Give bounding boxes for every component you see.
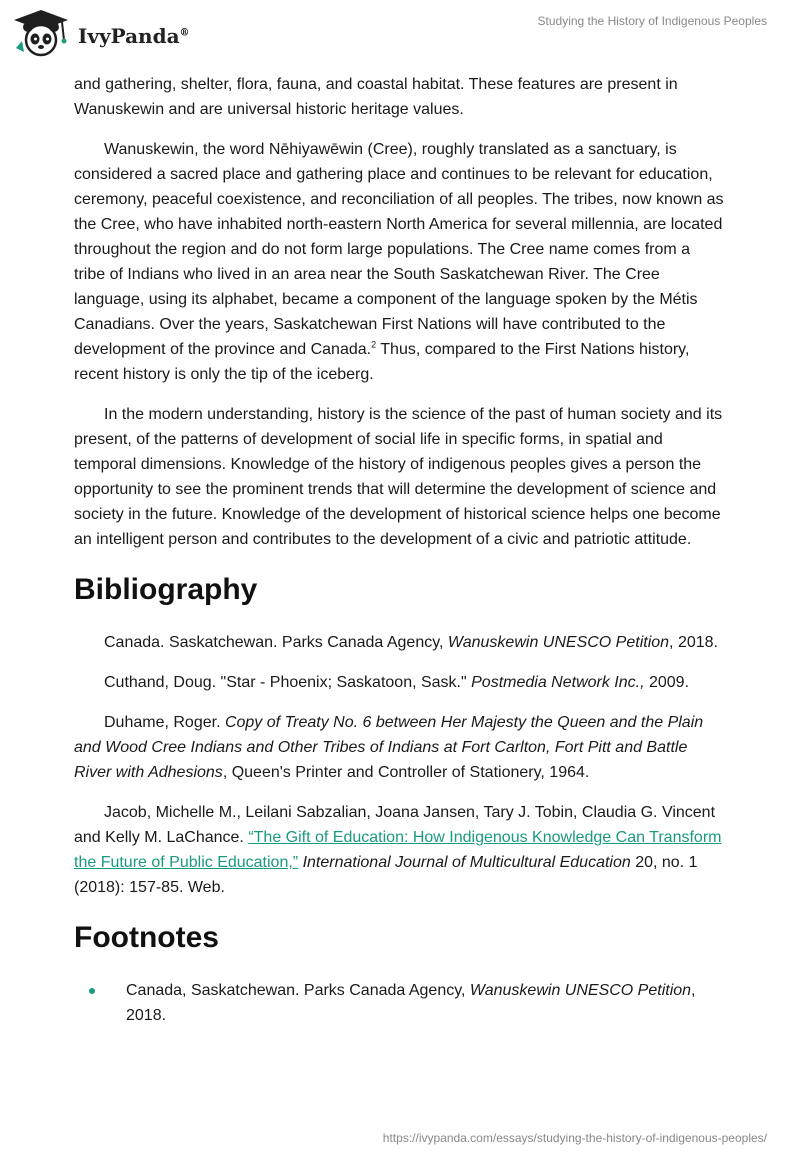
footnote-title: Wanuskewin UNESCO Petition: [469, 982, 692, 999]
article-link[interactable]: “The Gift of Education: How Indigenous Knowledge Can Transform the Future of Public Education,”: [74, 829, 722, 871]
brand-logo[interactable]: [12, 8, 190, 58]
registered-mark: ®: [179, 27, 190, 39]
entry-text: Cuthand, Doug. "Star - Phoenix; Saskatoon, Sask.": [104, 674, 472, 691]
bibliography-heading: Bibliography: [74, 573, 258, 606]
footnotes-heading: Footnotes: [74, 921, 219, 954]
document-title: Studying the History of Indigenous Peoples: [537, 14, 767, 28]
footnote-item: [74, 978, 724, 1028]
entry-title: Copy of Treaty No. 6 between Her Majesty the Queen and the Plain and Wood Cree Indians and Other Tribes of Indians at Fort Carlton, Fort Pitt and Battle River with Adhesions: [74, 714, 704, 781]
brand-text: IvyPanda: [78, 24, 180, 48]
entry-text: Canada. Saskatchewan. Parks Canada Agency,: [104, 634, 448, 651]
paragraph-text: Wanuskewin, the word Nēhiyawēwin (Cree), roughly translated as a sanctuary, is considered a sacred place and gathering place and continues to be relevant for education, ceremony, peaceful coexistence, and reconciliation of all peoples. The tribes, now known as the Cree, who have inhabited north-eastern North America for several millennia, are located throughout the region and do not form large populations. The Cree name comes from a tribe of Indians who lived in an area near the South Saskatchewan River. The Cree language, using its alphabet, became a component of the language spoken by the Métis Canadians. Over the years, Saskatchewan First Nations will have contributed to the development of the province and Canada.: [74, 141, 724, 358]
entry-text: , Queen's Printer and Controller of Stationery, 1964.: [222, 764, 590, 781]
brand-name: [78, 24, 190, 48]
bullet-icon: [89, 988, 95, 994]
footnote-reference[interactable]: 2: [371, 339, 377, 350]
entry-title: Postmedia Network Inc.,: [471, 674, 645, 691]
footnotes-list: [74, 978, 724, 1028]
entry-text: 2009.: [644, 674, 690, 691]
panda-logo-icon: [12, 8, 70, 58]
entry-title: Wanuskewin UNESCO Petition: [447, 634, 670, 651]
page-header: [0, 0, 800, 74]
footnote-text: , 2018.: [126, 982, 696, 1024]
page-url: https://ivypanda.com/essays/studying-the-history-of-indigenous-peoples/: [382, 1131, 767, 1145]
bibliography-entry: [74, 710, 724, 785]
body-paragraph: [74, 137, 724, 387]
entry-text: 20, no. 1 (2018): 157-85. Web.: [74, 854, 698, 896]
bibliography-entry: [74, 630, 724, 655]
paragraph-text: Thus, compared to the First Nations history, recent history is only the tip of the iceberg.: [74, 341, 690, 383]
entry-title: International Journal of Multicultural Education: [302, 854, 631, 871]
body-paragraph: and gathering, shelter, flora, fauna, and coastal habitat. These features are present in Wanuskewin and are universal historic heritage values.: [74, 76, 678, 118]
entry-text: Duhame, Roger.: [104, 714, 225, 731]
bibliography-entry: [74, 800, 724, 900]
footnote-text: Canada, Saskatchewan. Parks Canada Agency,: [126, 982, 470, 999]
entry-text: Jacob, Michelle M., Leilani Sabzalian, Joana Jansen, Tary J. Tobin, Claudia G. Vincent and Kelly M. LaChance.: [74, 804, 716, 846]
essay-content: [74, 72, 724, 1028]
bibliography-entry: [74, 670, 724, 695]
body-paragraph: In the modern understanding, history is the science of the past of human society and its present, of the patterns of development of social life in specific forms, in spatial and temporal dimensions. Knowledge of the history of indigenous peoples gives a person the opportunity to see the prominent trends that will determine the development of science and society in the future. Knowledge of the development of historical science helps one become an intelligent person and contributes to the development of a civic and patriotic attitude.: [74, 406, 723, 548]
entry-text: , 2018.: [669, 634, 718, 651]
